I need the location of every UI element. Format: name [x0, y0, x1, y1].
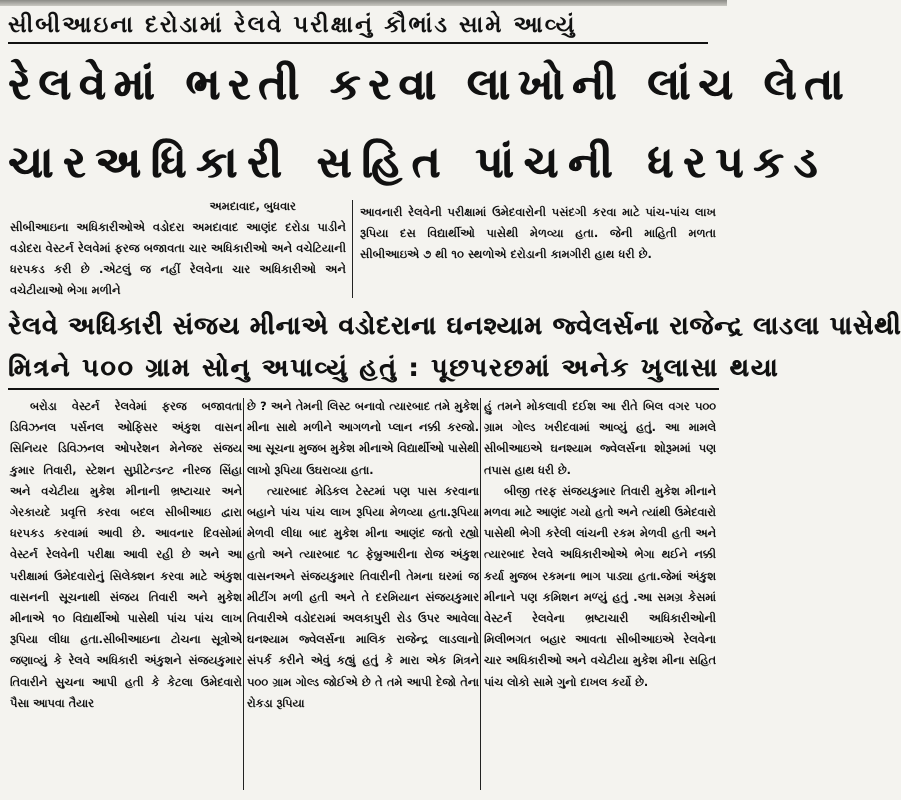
main-headline-line-2: ચારઅધિકારી સહિત પાંચની ધરપકડ	[8, 138, 828, 188]
column-divider-1	[243, 398, 244, 790]
kicker-headline: સીબીઆઇના દરોડામાં રેલવે પરીક્ષાનું કૌભાંડ સામે આવ્યું	[8, 8, 708, 44]
intro-right-text: આવનારી રેલવેની પરીક્ષામાં ઉમેદવારોની પસંદગી કરવા માટે પાંચ-પાંચ લાખ રૂપિયા દસ વિદ્યાર્થીઓ પાસેથી મેળવ્યા હતા. જેની માહિતી મળતા સીબીઆઇએ ૭ થી ૧૦ સ્થળોએ દરોડાની કામગીરી હાથ ધરી છે.	[360, 205, 716, 261]
intro-column-divider	[352, 200, 353, 298]
column-2-paragraph-2: ત્યારબાદ મેડિકલ ટેસ્ટમાં પણ પાસ કરવાના બહાને પાંચ પાંચ લાખ રૂપિયા મેળવ્યા હતા.રૂપિયા મેળવી લીધા બાદ મુકેશ મીના આણંદ જતો રહ્યો હતો અને ત્યારબાદ ૧૮ ફેબ્રુઆરીના રોજ અંકુશ વાસનઅને સંજયકુમાર તિવારીની તેમના ઘરમાં જ મીટીંગ મળી હતી અને તે દરમિયાન સંજયકુમાર તિવારીએ વડોદરામાં અલકાપુરી રોડ ઉપર આવેલા ઘનશ્યામ જ્વેલર્સના માલિક રાજેન્દ્ર લાડલાનો સંપર્ક કરીને એવું કહ્યું હતું કે મારા એક મિત્રને ૫૦૦ ગ્રામ ગોલ્ડ જોઈએ છે તે તમે આપી દેજો તેના રોકડા રૂપિયા	[247, 484, 479, 710]
dateline: અમદાવાદ, બુધવાર	[209, 199, 296, 213]
subheadline-line-1: રેલવે અધિકારી સંજય મીનાએ વડોદરાના ઘનશ્યામ જ્વેલર્સના રાજેન્દ્ર લાડલા પાસેથી	[8, 311, 901, 340]
column-3-paragraph-1: હું તમને મોકલાવી દઈશ આ રીતે બિલ વગર ૫૦૦ ગ્રામ ગોલ્ડ ખરીદવામાં આવ્યું હતું. આ મામલે સીબીઆઇએ ઘનશ્યામ જ્વેલર્સના શોરૂમમાં પણ તપાસ હાથ ધરી છે.	[484, 400, 716, 477]
column-2-paragraph-1: છે ? અને તેમની લિસ્ટ બનાવો ત્યારબાદ તમે મુકેશ મીના સાથે મળીને આગળનો પ્લાન નક્કી કરજો. આ સૂચના મુજબ મુકેશ મીનાએ વિદ્યાર્થીઓ પાસેથી લાખો રૂપિયા ઉઘરાવ્યા હતા.	[247, 400, 479, 477]
intro-left-block	[10, 196, 346, 301]
body-column-2	[247, 396, 479, 792]
column-3-paragraph-2: બીજી તરફ સંજયકુમાર તિવારી મુકેશ મીનાને મળવા માટે આણંદ ગયો હતો અને ત્યાંથી ઉમેદવારો પાસેથી ભેગી કરેલી લાંચની રકમ મેળવી હતી અને ત્યારબાદ રેલવે અધિકારીઓએ ભેગા થઈને નક્કી કર્યા મુજબ રકમના ભાગ પાડ્યા હતા.જેમાં અંકુશ મીનાને પણ કમિશન મળ્યું હતું .આ સમગ્ર કેસમાં વેસ્ટર્ન રેલવેના ભ્રષ્ટાચારી અધિકારીઓની મિલીભગત બહાર આવતા સીબીઆઇએ રેલવેના ચાર અધિકારીઓ અને વચેટીયા મુકેશ મીના સહિત પાંચ લોકો સામે ગુનો દાખલ કર્યો છે.	[484, 484, 716, 689]
column-1-paragraph: બરોડા વેસ્ટર્ન રેલવેમાં ફરજ બજાવતા ડિવિઝનલ પર્સનલ ઓફિસર અંકુશ વાસન સિનિયર ડિવિઝનલ ઓપરેશન મેનેજર સંજય કુમાર તિવારી, સ્ટેશન સુપ્રીટેન્ડન્ટ નીરજ સિંહા અને વચેટીયા મુકેશ મીનાની ભ્રષ્ટાચાર અને ગેરકાયદે પ્રવૃત્તિ કરવા બદલ સીબીઆઇ દ્વારા ધરપકડ કરવામાં આવી છે. આવનાર દિવસોમાં વેસ્ટર્ન રેલવેની પરીક્ષા આવી રહી છે અને આ પરીક્ષામાં ઉમેદવારોનું સિલેક્શન કરવા માટે અંકુશ વાસનની સૂચનાથી સંજય તિવારી અને મુકેશ મીનાએ ૧૦ વિદ્યાર્થીઓ પાસેથી પાંચ પાંચ લાખ રૂપિયા લીધા હતા.સીબીઆઇના ટોચના સૂત્રોએ જણાવ્યું કે રેલવે અધિકારી અંકુશને સંજયકુમાર તિવારીને સુચના આપી હતી કે કેટલા ઉમેદવારો પૈસા આપવા તૈયાર	[10, 400, 242, 710]
body-column-3	[484, 396, 716, 792]
subheadline-line-2: મિત્રને ૫૦૦ ગ્રામ સોનુ અપાવ્યું હતું : પૂછપરછમાં અનેક ખુલાસા થયા	[8, 348, 719, 390]
intro-left-text: સીબીઆઇના અધિકારીઓએ વડોદરા અમદાવાદ આણંદ દરોડા પાડીને વડોદરા વેસ્ટર્ન રેલવેમાં ફરજ બજાવતા ચાર અધિકારીઓ અને વચેટિયાની ધરપકડ કરી છે .એટલું જ નહીં રેલવેના ચાર અધિકારીઓ અને વચેટીયાઓ ભેગા મળીને	[10, 220, 346, 297]
body-column-1	[10, 396, 242, 792]
main-headline-line-1: રેલવેમાં ભરતી કરવા લાખોની લાંચ લેતા	[8, 60, 852, 110]
top-torn-strip	[0, 0, 727, 6]
column-divider-2	[480, 398, 481, 790]
